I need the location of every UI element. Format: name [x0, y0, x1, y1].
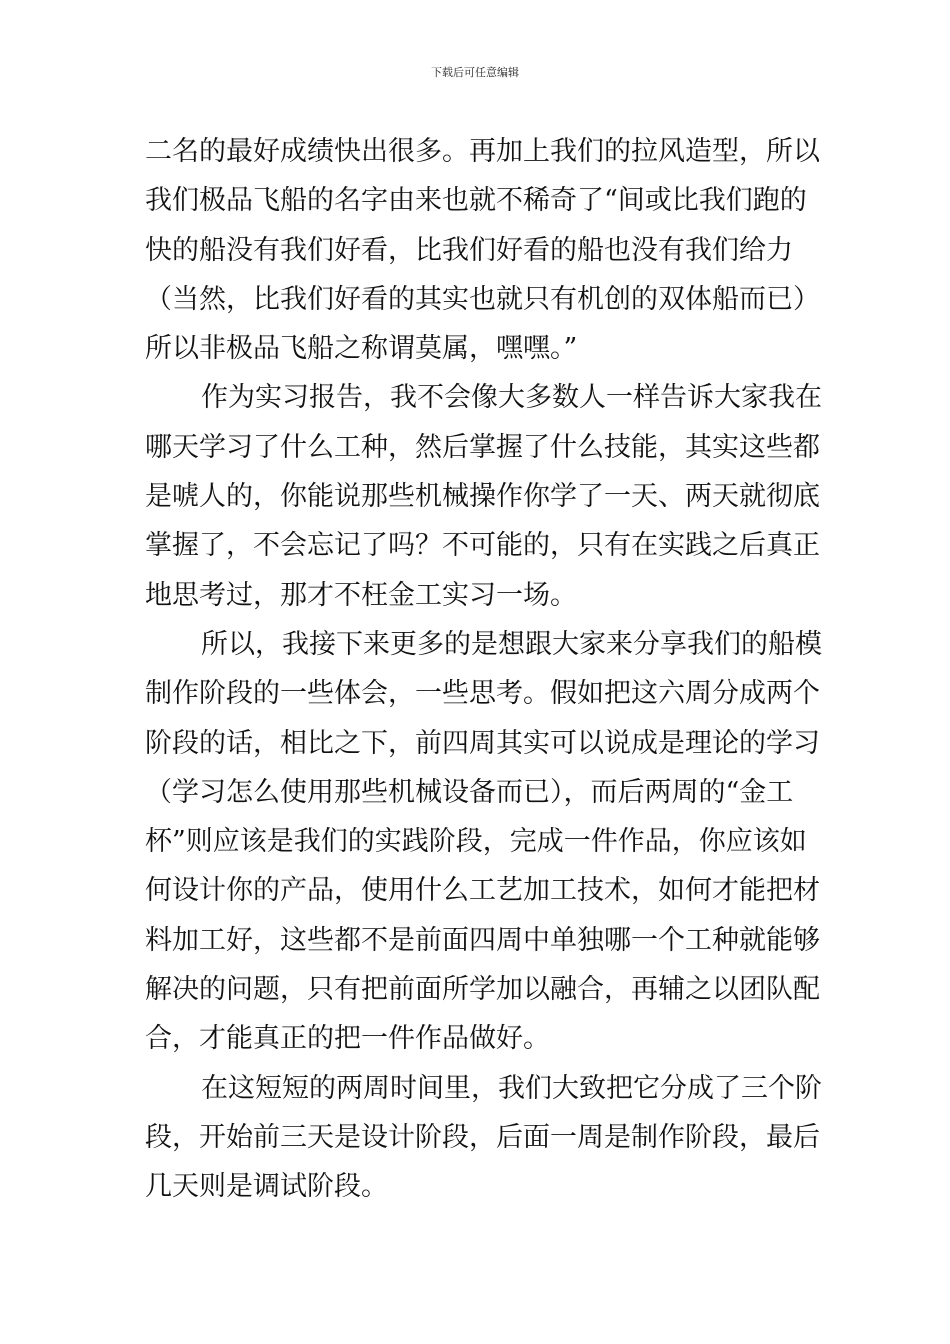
- text-line: 在这短短的两周时间里，我们大致把它分成了三个阶: [201, 1072, 822, 1104]
- text-line: 何设计你的产品，使用什么工艺加工技术，如何才能把材: [145, 875, 820, 907]
- text-line: 料加工好，这些都不是前面四周中单独哪一个工种就能够: [145, 924, 820, 956]
- paragraph: [145, 127, 820, 373]
- text-line: 是唬人的，你能说那些机械操作你学了一天、两天就彻底: [145, 481, 820, 513]
- document-body: [145, 127, 822, 1212]
- text-line: 制作阶段的一些体会，一些思考。假如把这六周分成两个: [145, 678, 820, 710]
- text-line: （当然，比我们好看的其实也就只有机创的双体船而已）: [145, 283, 820, 315]
- text-line: 所以非极品飞船之称谓莫属，嘿嘿。”: [145, 333, 578, 365]
- text-line: 哪天学习了什么工种，然后掌握了什么技能，其实这些都: [145, 431, 820, 463]
- text-line: 掌握了，不会忘记了吗？不可能的，只有在实践之后真正: [145, 530, 820, 562]
- text-line: 地思考过，那才不枉金工实习一场。: [145, 579, 577, 611]
- text-line: 段，开始前三天是设计阶段，后面一周是制作阶段，最后: [145, 1121, 820, 1153]
- paragraph: [145, 620, 822, 1064]
- text-line: 解决的问题，只有把前面所学加以融合，再辅之以团队配: [145, 974, 820, 1006]
- text-line: （学习怎么使用那些机械设备而已），而后两周的“金工: [145, 776, 794, 808]
- text-line: 所以，我接下来更多的是想跟大家来分享我们的船模: [201, 628, 822, 660]
- text-line: 我们极品飞船的名字由来也就不稀奇了“间或比我们跑的: [145, 185, 807, 217]
- text-line: 阶段的话，相比之下，前四周其实可以说成是理论的学习: [145, 727, 820, 759]
- text-line: 杯”则应该是我们的实践阶段，完成一件作品，你应该如: [145, 826, 807, 858]
- page-header: 下载后可任意编辑: [431, 66, 519, 79]
- text-line: 几天则是调试阶段。: [145, 1171, 388, 1203]
- text-line: 二名的最好成绩快出很多。再加上我们的拉风造型，所以: [145, 136, 820, 167]
- text-line: 快的船没有我们好看，比我们好看的船也没有我们给力: [145, 234, 793, 266]
- paragraph: [145, 1064, 822, 1212]
- paragraph: [145, 373, 822, 619]
- text-line: 合，才能真正的把一件作品做好。: [145, 1023, 550, 1055]
- text-line: 作为实习报告，我不会像大多数人一样告诉大家我在: [201, 382, 822, 414]
